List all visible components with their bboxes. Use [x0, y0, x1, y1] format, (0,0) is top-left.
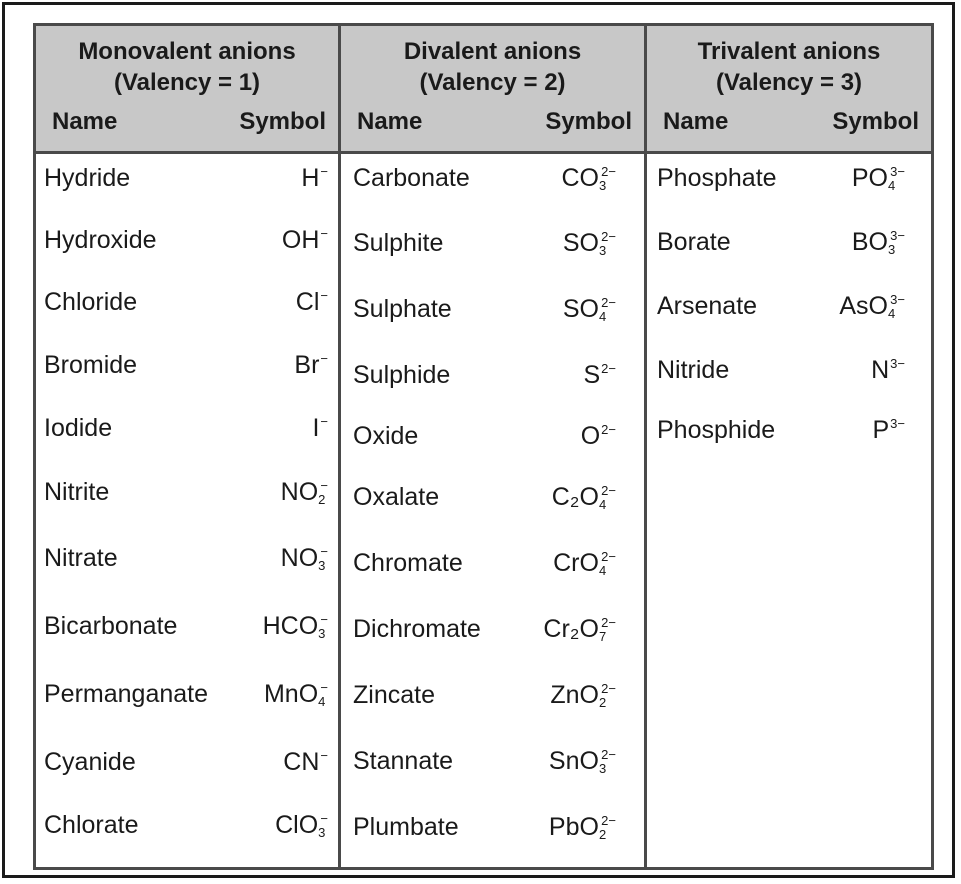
trivalent-column	[644, 26, 931, 867]
symbol-base: CrO	[553, 549, 599, 577]
anion-name: Hydroxide	[44, 226, 157, 254]
table-row	[657, 416, 905, 445]
title-line-1: Monovalent anions	[78, 38, 296, 65]
column-header	[341, 26, 644, 154]
anion-symbol	[294, 351, 328, 380]
table-row	[353, 549, 616, 578]
anion-symbol	[283, 748, 328, 777]
symbol-charge: 2−	[601, 361, 616, 376]
anion-symbol	[281, 478, 328, 507]
title-line-2: (Valency = 3)	[715, 69, 863, 96]
symbol-base: ZnO	[550, 681, 599, 709]
anion-symbol	[282, 226, 328, 255]
symbol-base: ClO	[275, 811, 319, 839]
symbol-charge: −	[320, 288, 328, 303]
column-title	[36, 36, 338, 98]
table-row	[353, 164, 616, 193]
symbol-charge: 2−	[601, 747, 616, 762]
table-row	[44, 680, 328, 709]
anion-name: Nitrite	[44, 478, 110, 506]
symbol-charge: 2−	[601, 295, 616, 310]
symbol-subscript: 3	[318, 825, 326, 840]
anion-symbol	[563, 295, 616, 324]
anion-name: Nitride	[657, 356, 730, 384]
table-row	[44, 748, 328, 777]
anion-symbol	[264, 680, 328, 709]
anion-symbol	[561, 164, 616, 193]
anion-symbol	[581, 422, 616, 451]
anion-name: Oxide	[353, 422, 419, 450]
anion-name: Plumbate	[353, 813, 459, 841]
table-row	[657, 356, 905, 385]
anion-symbol	[301, 164, 328, 193]
table-row	[353, 422, 616, 451]
figure-frame	[2, 2, 955, 878]
symbol-charge: 3−	[890, 228, 905, 243]
symbol-subscript: 3	[318, 626, 326, 641]
symbol-base: I	[312, 414, 320, 442]
symbol-subscript: 7	[598, 629, 607, 644]
name-header: Name	[52, 108, 118, 135]
symbol-base: Br	[294, 351, 320, 379]
symbol-subscript: 4	[887, 178, 896, 193]
symbol-base: OH	[281, 226, 320, 254]
symbol-subscript: 2	[598, 827, 607, 842]
name-header: Name	[663, 108, 729, 135]
symbol-charge: −	[320, 811, 328, 826]
anion-name: Oxalate	[353, 483, 440, 511]
table-row	[353, 295, 616, 324]
anion-name: Carbonate	[353, 164, 470, 192]
anion-symbol	[553, 549, 616, 578]
symbol-subscript: 4	[887, 306, 896, 321]
symbol-subscript: 2	[318, 492, 326, 507]
symbol-charge: 2−	[601, 483, 616, 498]
anions-table	[33, 23, 934, 870]
column-title	[341, 36, 644, 98]
symbol-base: PO	[851, 164, 888, 192]
anion-name: Iodide	[44, 414, 113, 442]
anion-name: Phosphide	[657, 416, 776, 444]
symbol-subscript: 3	[598, 761, 607, 776]
table-row	[44, 351, 328, 380]
column-header	[647, 26, 931, 154]
symbol-charge: −	[320, 414, 328, 429]
table-row	[657, 292, 905, 321]
symbol-charge: −	[320, 351, 328, 366]
symbol-charge: 3−	[890, 416, 905, 431]
symbol-charge: −	[320, 544, 328, 559]
table-row	[44, 811, 328, 840]
symbol-charge: −	[320, 748, 328, 763]
title-line-2: (Valency = 1)	[113, 69, 261, 96]
symbol-charge: −	[320, 612, 328, 627]
symbol-base: CN	[283, 748, 320, 776]
anion-symbol	[583, 361, 616, 390]
symbol-subscript: 4	[598, 563, 607, 578]
symbol-header: Symbol	[239, 108, 326, 135]
symbol-charge: 2−	[601, 549, 616, 564]
symbol-base: AsO	[839, 292, 888, 320]
subheader-row	[52, 108, 326, 136]
anion-symbol	[552, 483, 616, 512]
anion-name: Chloride	[44, 288, 138, 316]
anion-symbol	[263, 612, 328, 641]
symbol-base: SnO	[548, 747, 599, 775]
symbol-charge: −	[320, 164, 328, 179]
symbol-charge: 2−	[601, 422, 616, 437]
table-row	[44, 226, 328, 255]
table-row	[44, 414, 328, 443]
symbol-base: SO	[562, 295, 599, 323]
anion-symbol	[839, 292, 905, 321]
table-row	[353, 615, 616, 644]
anion-symbol	[852, 228, 905, 257]
anion-symbol	[871, 356, 905, 385]
anion-name: Bicarbonate	[44, 612, 178, 640]
anion-name: Nitrate	[44, 544, 118, 572]
anion-name: Sulphite	[353, 229, 444, 257]
anion-name: Dichromate	[353, 615, 481, 643]
divalent-column	[338, 26, 644, 867]
symbol-charge: −	[320, 680, 328, 695]
symbol-base: BO	[851, 228, 888, 256]
anion-symbol	[296, 288, 328, 317]
symbol-subscript: 3	[318, 558, 326, 573]
symbol-subscript: 3	[598, 178, 607, 193]
anion-name: Stannate	[353, 747, 454, 775]
symbol-base: C₂O	[551, 483, 599, 511]
table-row	[44, 612, 328, 641]
symbol-subscript: 2	[598, 695, 607, 710]
anion-name: Zincate	[353, 681, 435, 709]
symbol-subscript: 3	[887, 242, 896, 257]
symbol-base: MnO	[263, 680, 319, 708]
symbol-charge: 3−	[890, 164, 905, 179]
table-row	[353, 813, 616, 842]
anion-name: Arsenate	[657, 292, 758, 320]
title-line-1: Trivalent anions	[697, 38, 881, 65]
anion-symbol	[275, 811, 328, 840]
anion-symbol	[563, 229, 616, 258]
symbol-charge: −	[320, 226, 328, 241]
anion-symbol	[281, 544, 328, 573]
symbol-charge: 2−	[601, 229, 616, 244]
anion-symbol	[852, 164, 905, 193]
symbol-charge: 2−	[601, 615, 616, 630]
anion-name: Borate	[657, 228, 731, 256]
anion-symbol	[872, 416, 905, 445]
table-row	[353, 361, 616, 390]
table-row	[353, 229, 616, 258]
symbol-base: NO	[280, 478, 319, 506]
column-header	[36, 26, 338, 154]
anion-symbol	[549, 747, 616, 776]
anion-name: Hydride	[44, 164, 131, 192]
symbol-base: SO	[562, 229, 599, 257]
symbol-charge: 2−	[601, 164, 616, 179]
symbol-base: Cr₂O	[543, 615, 599, 643]
anion-symbol	[312, 414, 328, 443]
anion-name: Chromate	[353, 549, 463, 577]
symbol-charge: 2−	[601, 681, 616, 696]
monovalent-column	[36, 26, 338, 867]
anion-symbol	[550, 681, 616, 710]
symbol-base: NO	[280, 544, 319, 572]
table-row	[353, 681, 616, 710]
symbol-header: Symbol	[545, 108, 632, 135]
subheader-row	[663, 108, 919, 136]
symbol-base: CO	[561, 164, 599, 192]
table-row	[44, 164, 328, 193]
symbol-header: Symbol	[832, 108, 919, 135]
symbol-subscript: 3	[598, 243, 607, 258]
title-line-1: Divalent anions	[403, 38, 582, 65]
symbol-base: O	[580, 422, 601, 450]
symbol-base: P	[872, 416, 890, 444]
symbol-subscript: 4	[598, 309, 607, 324]
table-row	[44, 544, 328, 573]
table-row	[657, 228, 905, 257]
name-header: Name	[357, 108, 423, 135]
table-row	[44, 288, 328, 317]
symbol-base: HCO	[262, 612, 319, 640]
anion-name: Sulphate	[353, 295, 452, 323]
symbol-charge: 3−	[890, 356, 905, 371]
symbol-subscript: 4	[598, 497, 607, 512]
symbol-charge: 3−	[890, 292, 905, 307]
anion-symbol	[549, 813, 616, 842]
anion-name: Permanganate	[44, 680, 209, 708]
symbol-charge: 2−	[601, 813, 616, 828]
subheader-row	[357, 108, 632, 136]
symbol-subscript: 4	[318, 694, 326, 709]
table-row	[353, 747, 616, 776]
anion-name: Chlorate	[44, 811, 139, 839]
symbol-charge: −	[320, 478, 328, 493]
anion-name: Cyanide	[44, 748, 136, 776]
table-row	[657, 164, 905, 193]
title-line-2: (Valency = 2)	[419, 69, 566, 96]
column-title	[647, 36, 931, 98]
symbol-base: H	[301, 164, 320, 192]
symbol-base: PbO	[548, 813, 599, 841]
anion-name: Bromide	[44, 351, 138, 379]
anion-symbol	[543, 615, 616, 644]
symbol-base: S	[583, 361, 601, 389]
symbol-base: Cl	[295, 288, 320, 316]
anion-name: Phosphate	[657, 164, 777, 192]
anion-name: Sulphide	[353, 361, 451, 389]
symbol-base: N	[871, 356, 890, 384]
table-row	[353, 483, 616, 512]
table-row	[44, 478, 328, 507]
